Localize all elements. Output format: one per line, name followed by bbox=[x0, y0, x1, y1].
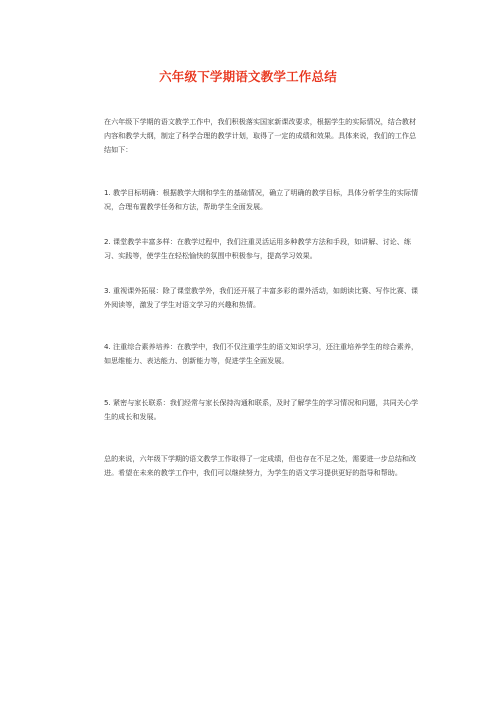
point-1-paragraph: 1. 教学目标明确：根据教学大纲和学生的基础情况，确立了明确的教学目标，具体分析学生的实际情况，合理布置教学任务和方法，帮助学生全面发展。 bbox=[104, 188, 419, 211]
intro-paragraph: 在六年级下学期的语文教学工作中，我们积极落实国家新课改要求，根据学生的实际情况，结合教材内容和教学大纲，制定了科学合理的教学计划，取得了一定的成绩和效果。具体来说，我们的工作总结如下： bbox=[104, 117, 417, 154]
point-5-paragraph: 5. 紧密与家长联系：我们经常与家长保持沟通和联系，及时了解学生的学习情况和问题，共同关心学生的成长和发展。 bbox=[104, 398, 419, 421]
point-4-paragraph: 4. 注重综合素养培养：在教学中，我们不仅注重学生的语文知识学习，还注重培养学生的综合素养，如思维能力、表达能力、创新能力等，促进学生全面发展。 bbox=[104, 342, 419, 365]
document-title: 六年级下学期语文教学工作总结 bbox=[159, 69, 337, 84]
point-3-paragraph: 3. 重视课外拓展：除了课堂教学外，我们还开展了丰富多彩的课外活动，如朗读比赛、写作比赛、课外阅读等，激发了学生对语文学习的兴趣和热情。 bbox=[104, 286, 419, 309]
point-2-paragraph: 2. 课堂教学丰富多样：在教学过程中，我们注重灵活运用多种教学方法和手段，如讲解、讨论、练习、实践等，使学生在轻松愉快的氛围中积极参与，提高学习效果。 bbox=[104, 237, 411, 260]
conclusion-paragraph: 总的来说，六年级下学期的语文教学工作取得了一定成绩，但也存在不足之处，需要进一步总结和改进。希望在未来的教学工作中，我们可以继续努力，为学生的语文学习提供更好的指导和帮助。 bbox=[104, 454, 417, 477]
